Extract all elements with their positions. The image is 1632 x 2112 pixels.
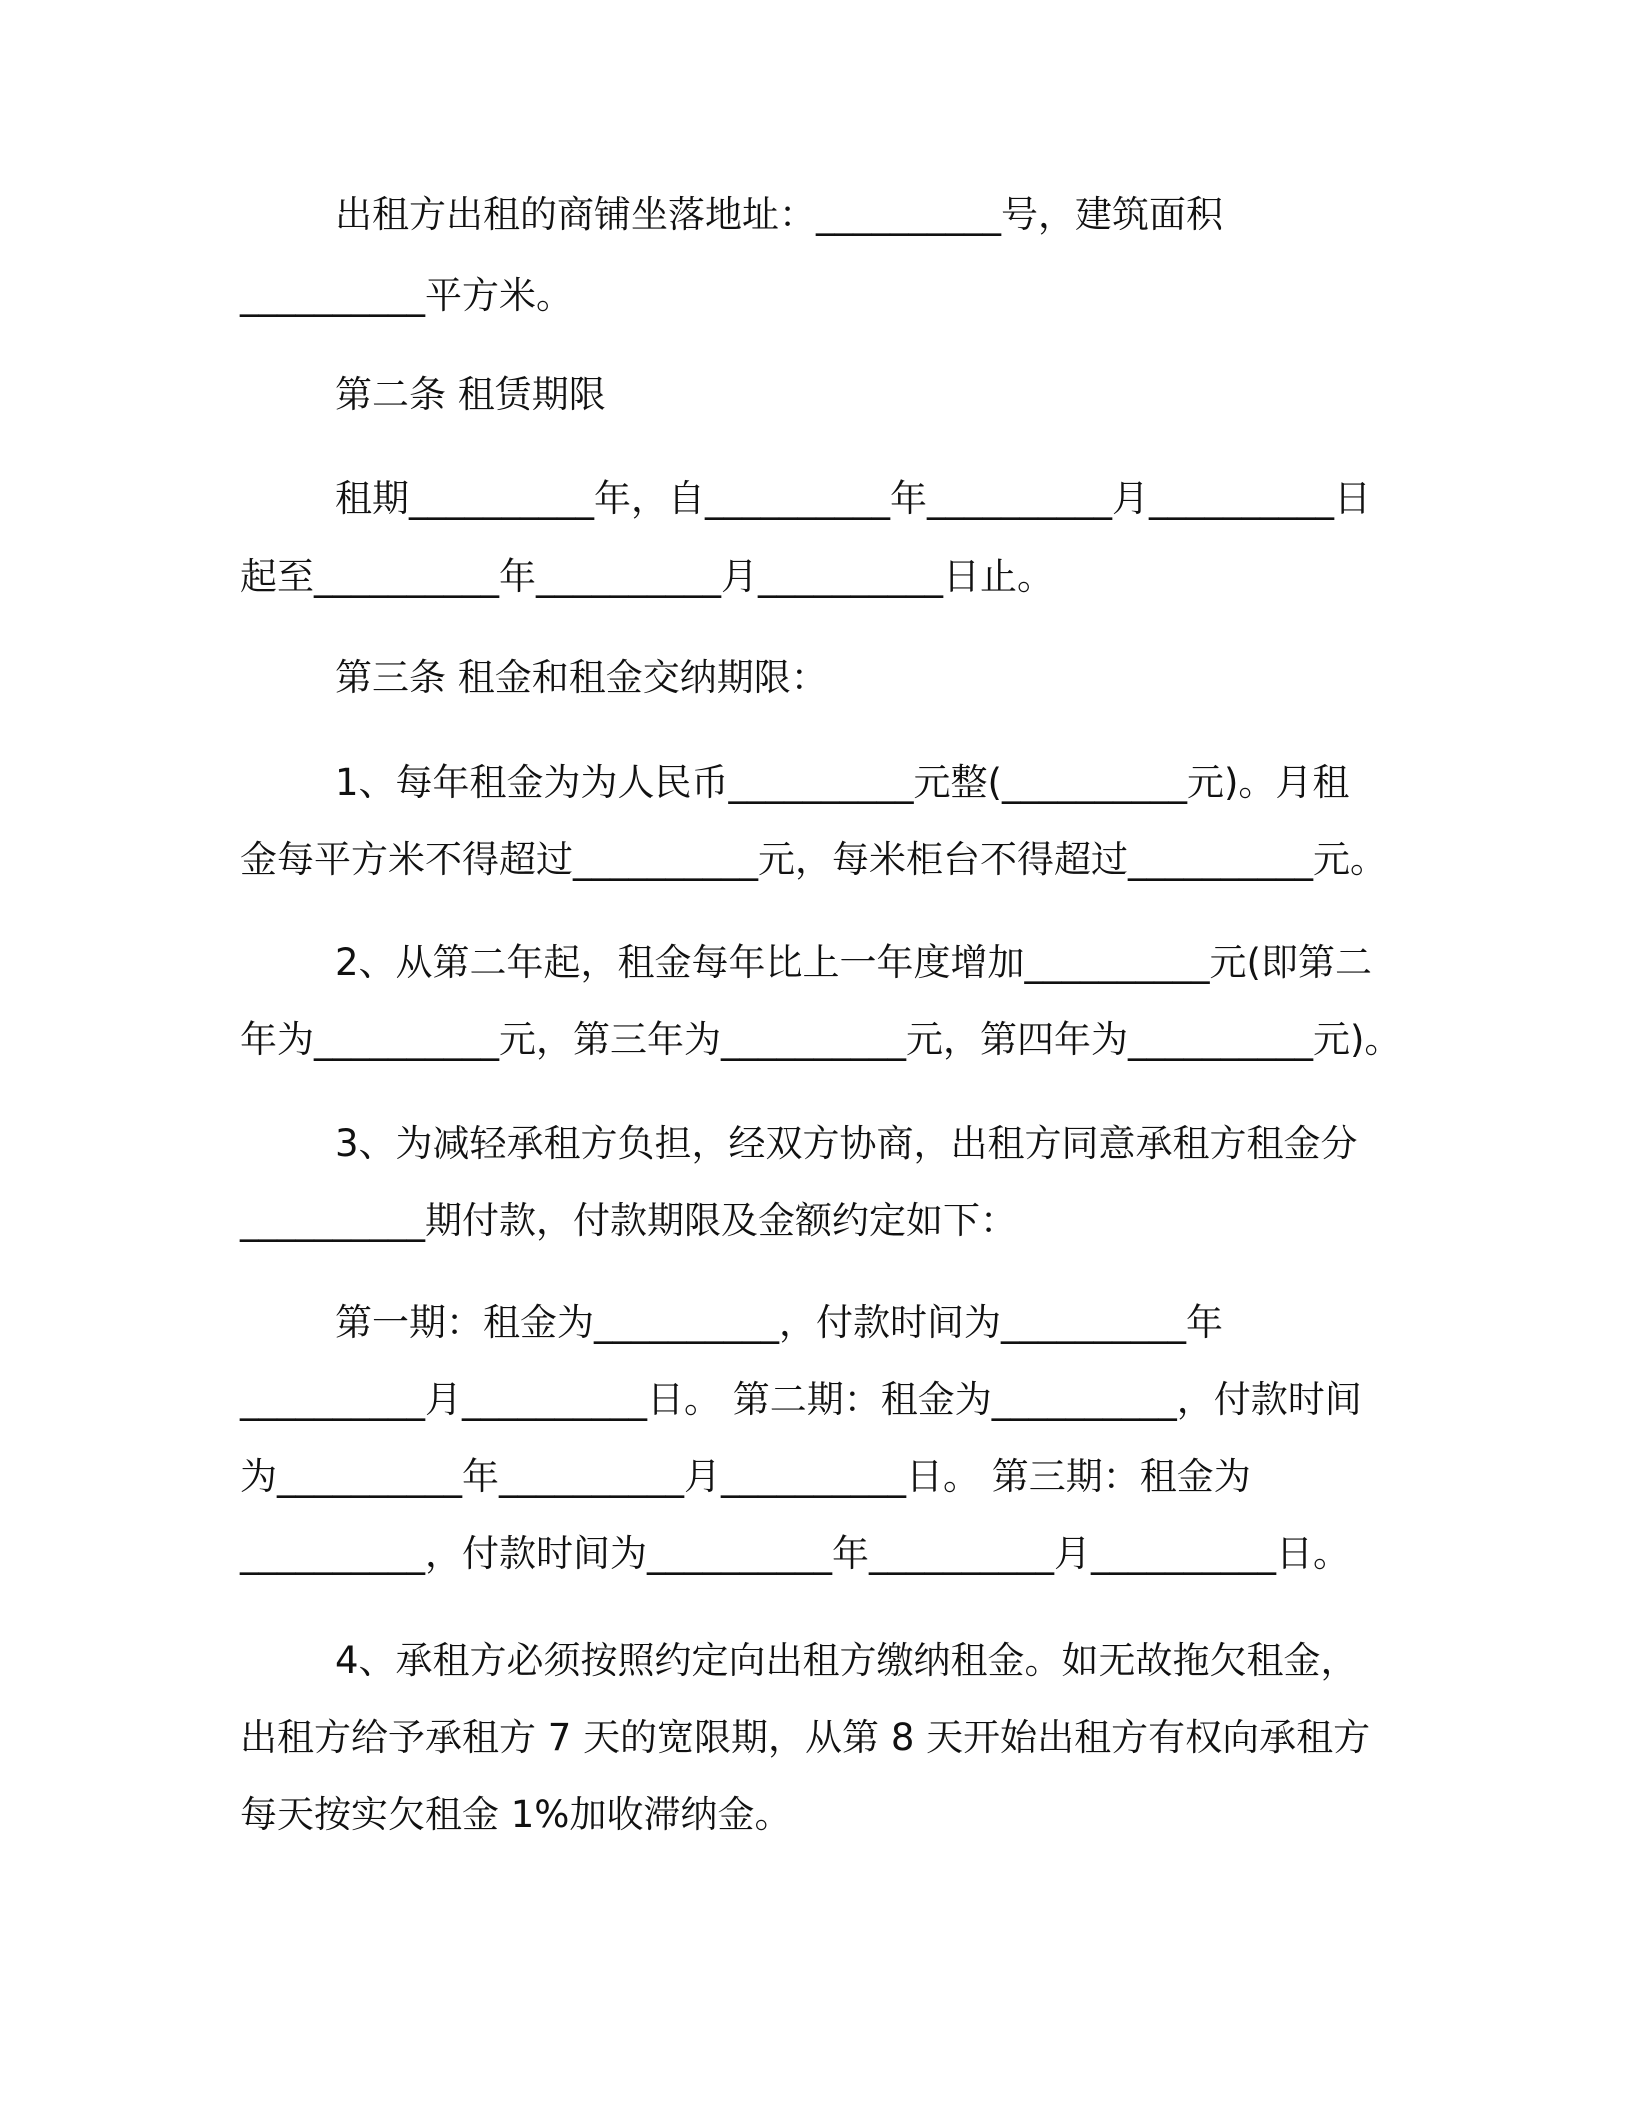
lease-term-line-2: 起至__________年__________月__________日止。 <box>240 555 1054 598</box>
section-heading-lease-term: 第二条 租赁期限 <box>335 373 606 416</box>
rent-clause-3-line-1: 3、为减轻承租方负担，经双方协商，出租方同意承租方租金分 <box>335 1122 1358 1165</box>
installment-line-2: __________月__________日。 第二期：租金为__________，付款时间 <box>240 1378 1362 1421</box>
rent-clause-4-line-3: 每天按实欠租金 1%加收滞纳金。 <box>240 1793 792 1836</box>
rent-clause-2-line-1: 2、从第二年起，租金每年比上一年度增加__________元(即第二 <box>335 941 1372 984</box>
section-heading-rent: 第三条 租金和租金交纳期限： <box>335 656 828 699</box>
rent-clause-1-line-1: 1、每年租金为为人民币__________元整(__________元)。月租 <box>335 761 1350 804</box>
rent-clause-4-line-2: 出租方给予承租方 7 天的宽限期，从第 8 天开始出租方有权向承租方 <box>240 1716 1371 1759</box>
installment-line-3: 为__________年__________月__________日。 第三期：租金为 <box>240 1455 1251 1498</box>
lease-term-line-1: 租期__________年，自__________年__________月__________日 <box>335 477 1371 520</box>
installment-line-1: 第一期：租金为__________，付款时间为__________年 <box>335 1301 1223 1344</box>
rent-clause-1-line-2: 金每平方米不得超过__________元，每米柜台不得超过__________元。 <box>240 838 1387 881</box>
rent-clause-4-line-1: 4、承租方必须按照约定向出租方缴纳租金。如无故拖欠租金， <box>335 1639 1358 1682</box>
address-line-2: __________平方米。 <box>240 274 573 317</box>
rent-clause-3-line-2: __________期付款，付款期限及金额约定如下： <box>240 1199 1017 1242</box>
installment-line-4: __________，付款时间为__________年__________月__________日。 <box>240 1532 1350 1575</box>
address-line-1: 出租方出租的商铺坐落地址：__________号，建筑面积 <box>335 193 1223 236</box>
rent-clause-2-line-2: 年为__________元，第三年为__________元，第四年为__________元)。 <box>240 1018 1402 1061</box>
